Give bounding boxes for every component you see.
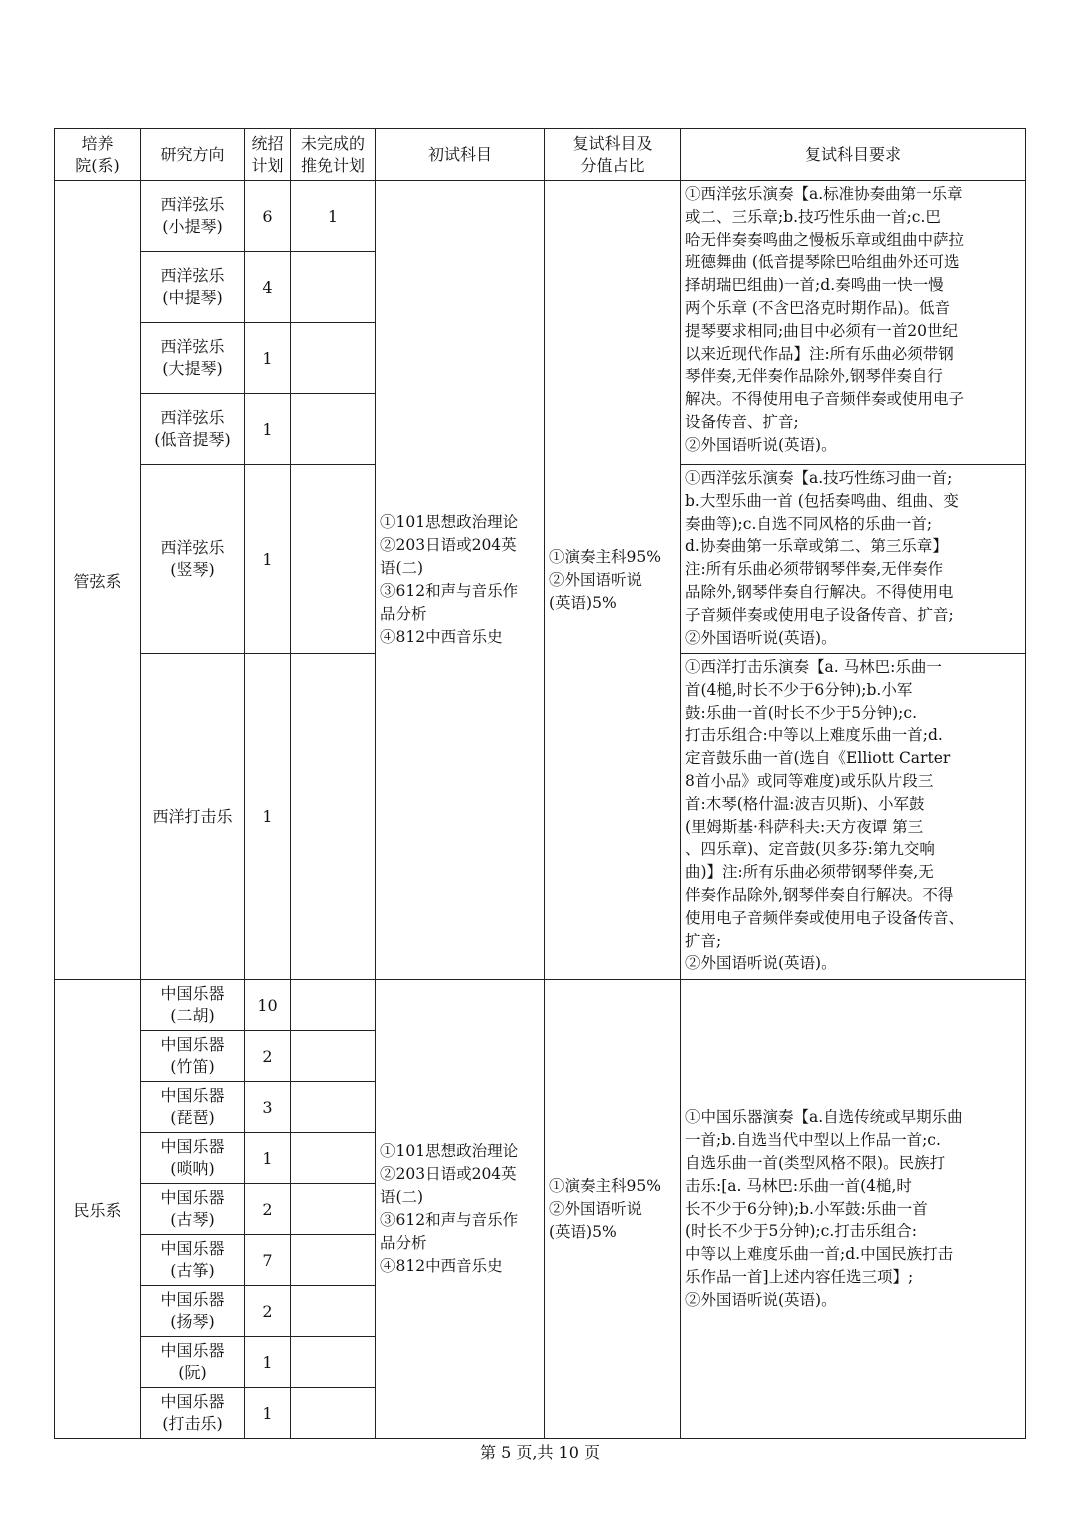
plan-cell: 1 (245, 1133, 291, 1184)
exempt-cell (291, 1337, 376, 1388)
direction-cell: 西洋弦乐 (中提琴) (141, 252, 245, 323)
header-plan: 统招 计划 (245, 129, 291, 181)
exempt-cell (291, 252, 376, 323)
plan-cell: 1 (245, 1388, 291, 1439)
direction-cell: 西洋弦乐 (竖琴) (141, 465, 245, 654)
header-initial: 初试科目 (376, 129, 545, 181)
requirements-cell: ①西洋弦乐演奏【a.标准协奏曲第一乐章 或二、三乐章;b.技巧性乐曲一首;c.巴 哈无伴奏奏鸣曲之慢板乐章或组曲中萨拉 班德舞曲 (低音提琴除巴哈组曲外还可选 择胡瑞巴组曲)一首;d.奏鸣曲一快一慢 两个乐章 (不含巴洛克时期作品)。低音 提琴要求相同;曲目中必须有一首20世纪 以来近现代作品】注:所有乐曲必须带钢 琴伴奏,无伴奏作品除外,钢琴伴奏自行 解决。不得使用电子音频伴奏或使用电子 设备传音、扩音; ②外国语听说(英语)。 (681, 181, 1026, 465)
requirements-cell: ①西洋打击乐演奏【a. 马林巴:乐曲一 首(4槌,时长不少于6分钟);b.小军 鼓:乐曲一首(时长不少于5分钟);c. 打击乐组合:中等以上难度乐曲一首;d. 定音鼓乐曲一首(选自《Elliott Carter 8首小品》或同等难度)或乐队片段三 首:木琴(格什温:波吉贝斯)、小军鼓 (里姆斯基·科萨科夫:天方夜谭 第三 、四乐章)、定音鼓(贝多芬:第九交响 曲)】注:所有乐曲必须带钢琴伴奏,无 伴奏作品除外,钢琴伴奏自行解决。不得 使用电子音频伴奏或使用电子设备传音、 扩音; ②外国语听说(英语)。 (681, 654, 1026, 980)
requirements-cell: ①西洋弦乐演奏【a.技巧性练习曲一首; b.大型乐曲一首 (包括奏鸣曲、组曲、变 奏曲等);c.自选不同风格的乐曲一首; d.协奏曲第一乐章或第二、第三乐章】 注:所有乐曲必须带钢琴伴奏,无伴奏作 品除外,钢琴伴奏自行解决。不得使用电 子音频伴奏或使用电子设备传音、扩音; ②外国语听说(英语)。 (681, 465, 1026, 654)
exempt-cell (291, 1133, 376, 1184)
page-footer: 第 5 页,共 10 页 (480, 1443, 600, 1462)
plan-cell: 1 (245, 465, 291, 654)
header-row (55, 129, 1026, 181)
plan-cell: 3 (245, 1082, 291, 1133)
retest-subjects-cell: ①演奏主科95% ②外国语听说 (英语)5% (545, 181, 681, 980)
plan-cell: 2 (245, 1031, 291, 1082)
exempt-cell (291, 1082, 376, 1133)
header-direction: 研究方向 (141, 129, 245, 181)
direction-cell: 西洋弦乐 (大提琴) (141, 323, 245, 394)
retest-subjects-cell: ①演奏主科95% ②外国语听说 (英语)5% (545, 980, 681, 1439)
exempt-cell (291, 394, 376, 465)
direction-cell: 中国乐器 (阮) (141, 1337, 245, 1388)
exempt-cell: 1 (291, 181, 376, 252)
plan-cell: 1 (245, 654, 291, 980)
plan-cell: 4 (245, 252, 291, 323)
plan-cell: 1 (245, 394, 291, 465)
exempt-cell (291, 1031, 376, 1082)
direction-cell: 西洋弦乐 (小提琴) (141, 181, 245, 252)
dept-cell: 管弦系 (55, 181, 141, 980)
admissions-table (54, 128, 1026, 1439)
direction-cell: 中国乐器 (二胡) (141, 980, 245, 1031)
plan-cell: 6 (245, 181, 291, 252)
initial-subjects-cell: ①101思想政治理论 ②203日语或204英 语(二) ③612和声与音乐作 品分析 ④812中西音乐史 (376, 980, 545, 1439)
table-row (55, 181, 1026, 252)
exempt-cell (291, 1286, 376, 1337)
direction-cell: 中国乐器 (唢呐) (141, 1133, 245, 1184)
exempt-cell (291, 1235, 376, 1286)
dept-cell: 民乐系 (55, 980, 141, 1439)
header-dept: 培养 院(系) (55, 129, 141, 181)
direction-cell: 中国乐器 (琵琶) (141, 1082, 245, 1133)
header-requirements: 复试科目要求 (681, 129, 1026, 181)
table-row (55, 980, 1026, 1031)
plan-cell: 1 (245, 323, 291, 394)
exempt-cell (291, 1184, 376, 1235)
header-retest: 复试科目及 分值占比 (545, 129, 681, 181)
direction-cell: 中国乐器 (古琴) (141, 1184, 245, 1235)
direction-cell: 西洋打击乐 (141, 654, 245, 980)
plan-cell: 7 (245, 1235, 291, 1286)
exempt-cell (291, 323, 376, 394)
plan-cell: 1 (245, 1337, 291, 1388)
plan-cell: 2 (245, 1286, 291, 1337)
direction-cell: 中国乐器 (竹笛) (141, 1031, 245, 1082)
direction-cell: 中国乐器 (扬琴) (141, 1286, 245, 1337)
requirements-cell: ①中国乐器演奏【a.自选传统或早期乐曲 一首;b.自选当代中型以上作品一首;c. 自选乐曲一首(类型风格不限)。民族打 击乐:[a. 马林巴:乐曲一首(4槌,时 长不少于6分钟);b.小军鼓:乐曲一首 (时长不少于5分钟);c.打击乐组合: 中等以上难度乐曲一首;d.中国民族打击 乐作品一首]上述内容任选三项】; ②外国语听说(英语)。 (681, 980, 1026, 1439)
header-exempt: 未完成的 推免计划 (291, 129, 376, 181)
plan-cell: 10 (245, 980, 291, 1031)
exempt-cell (291, 465, 376, 654)
plan-cell: 2 (245, 1184, 291, 1235)
direction-cell: 中国乐器 (古筝) (141, 1235, 245, 1286)
direction-cell: 西洋弦乐 (低音提琴) (141, 394, 245, 465)
exempt-cell (291, 654, 376, 980)
exempt-cell (291, 980, 376, 1031)
direction-cell: 中国乐器 (打击乐) (141, 1388, 245, 1439)
exempt-cell (291, 1388, 376, 1439)
initial-subjects-cell: ①101思想政治理论 ②203日语或204英 语(二) ③612和声与音乐作 品分析 ④812中西音乐史 (376, 181, 545, 980)
